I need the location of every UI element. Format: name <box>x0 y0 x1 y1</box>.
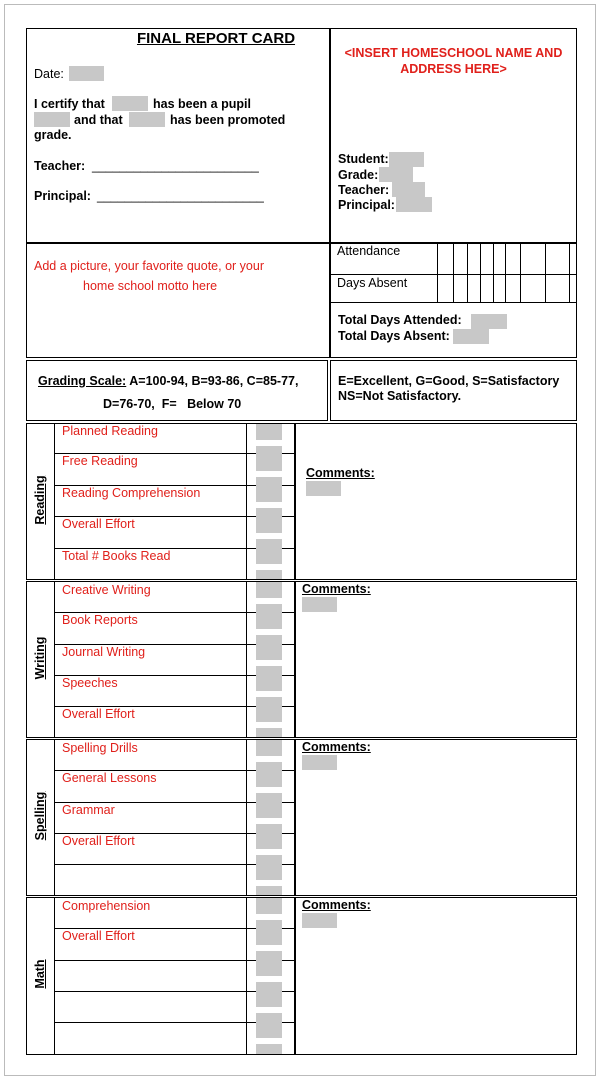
attendance-grid-col <box>545 243 546 302</box>
spelling-item-3: Grammar <box>62 803 115 817</box>
writing-comments-field[interactable] <box>302 597 337 612</box>
spelling-grade-divider <box>246 739 247 896</box>
student-field[interactable] <box>389 152 424 167</box>
attendance-grid-col <box>453 243 454 302</box>
page-title: FINAL REPORT CARD <box>136 30 296 47</box>
date-label: Date: <box>34 67 64 81</box>
school-placeholder-line-2: ADDRESS HERE> <box>400 62 507 76</box>
attendance-grid-col <box>467 243 468 302</box>
principal-signature-line[interactable]: ________________________ <box>97 189 264 203</box>
school-year-field[interactable] <box>34 112 70 127</box>
writing-grade-divider <box>246 581 247 738</box>
attendance-grid-col <box>480 243 481 302</box>
spelling-section <box>26 739 295 896</box>
total-absent-label: Total Days Absent: <box>338 329 450 343</box>
reading-grade-divider <box>246 423 247 580</box>
spelling-item-4: Overall Effort <box>62 834 135 848</box>
total-absent-field[interactable] <box>453 329 489 344</box>
writing-item-3: Journal Writing <box>62 645 146 659</box>
reading-comments-label: Comments: <box>306 466 375 480</box>
spelling-comments-label: Comments: <box>302 740 371 754</box>
attendance-divider-2 <box>330 302 577 303</box>
math-grade-divider <box>246 897 247 1055</box>
writing-section-label: Writing <box>33 636 47 680</box>
spelling-item-1: Spelling Drills <box>62 741 138 755</box>
writing-item-1: Creative Writing <box>62 583 151 597</box>
total-attended-label: Total Days Attended: <box>338 313 462 327</box>
reading-item-4: Overall Effort <box>62 517 135 531</box>
teacher-label: Teacher: <box>338 183 390 197</box>
writing-item-4: Speeches <box>62 676 118 690</box>
attendance-grid-col <box>437 243 438 302</box>
grade-field[interactable] <box>379 167 413 182</box>
math-comments-field[interactable] <box>302 913 337 928</box>
math-item-2: Overall Effort <box>62 929 135 943</box>
attendance-grid-col <box>505 243 506 302</box>
reading-item-3: Reading Comprehension <box>62 486 201 500</box>
certify-text-1: I certify that <box>34 97 105 111</box>
writing-grade-field[interactable] <box>256 582 282 737</box>
grade-legend-line-2: NS=Not Satisfactory. <box>338 389 462 403</box>
days-absent-label: Days Absent <box>337 276 408 290</box>
school-placeholder-line-1: <INSERT HOMESCHOOL NAME AND <box>344 46 563 60</box>
certify-text-4: has been promoted <box>170 113 286 127</box>
certificate-box <box>26 28 330 243</box>
principal-label: Principal: <box>338 198 395 212</box>
reading-item-1: Planned Reading <box>62 424 158 438</box>
date-field[interactable] <box>69 66 104 81</box>
spelling-comments-box <box>295 739 577 896</box>
reading-comments-field[interactable] <box>306 481 341 496</box>
math-label-divider <box>54 897 55 1055</box>
promoted-grade-field[interactable] <box>129 112 165 127</box>
writing-comments-box <box>295 581 577 738</box>
writing-label-divider <box>54 581 55 738</box>
certify-text-5: grade. <box>34 128 72 142</box>
attendance-label: Attendance <box>337 244 401 258</box>
spelling-comments-field[interactable] <box>302 755 337 770</box>
certify-text-3: and that <box>74 113 123 127</box>
math-comments-label: Comments: <box>302 898 371 912</box>
grading-scale-box <box>26 360 328 421</box>
grading-scale-label: Grading Scale: <box>38 374 127 388</box>
grade-label: Grade: <box>338 168 379 182</box>
reading-grade-field[interactable] <box>256 424 282 579</box>
grading-scale-values-1: A=100-94, B=93-86, C=85-77, <box>126 374 299 388</box>
attendance-grid-col <box>520 243 521 302</box>
spelling-grade-field[interactable] <box>256 740 282 895</box>
pupil-name-field[interactable] <box>112 96 148 111</box>
writing-item-2: Book Reports <box>62 613 138 627</box>
math-grade-field[interactable] <box>256 898 282 1054</box>
math-comments-box <box>295 897 577 1055</box>
spelling-item-2: General Lessons <box>62 771 157 785</box>
spelling-section-label: Spelling <box>33 791 47 841</box>
grading-scale-line-1 <box>38 374 298 388</box>
grade-legend-line-1: E=Excellent, G=Good, S=Satisfactory <box>338 374 560 388</box>
teacher-signature-line[interactable]: ________________________ <box>92 159 259 173</box>
reading-item-5: Total # Books Read <box>62 549 171 563</box>
reading-section-label: Reading <box>33 475 47 525</box>
motto-line-1: Add a picture, your favorite quote, or your <box>34 259 264 273</box>
reading-item-2: Free Reading <box>62 454 138 468</box>
math-item-1: Comprehension <box>62 899 151 913</box>
teacher-signature-label: Teacher: <box>34 159 86 173</box>
attendance-grid-col <box>493 243 494 302</box>
reading-comments-box <box>295 423 577 580</box>
certify-text-2: has been a pupil <box>153 97 251 111</box>
motto-line-2: home school motto here <box>83 279 218 293</box>
grading-scale-line-2: D=76-70, F= Below 70 <box>103 397 242 411</box>
principal-field[interactable] <box>396 197 432 212</box>
writing-comments-label: Comments: <box>302 582 371 596</box>
student-label: Student: <box>338 152 389 166</box>
math-section-label: Math <box>33 959 47 989</box>
teacher-field[interactable] <box>392 182 425 197</box>
spelling-label-divider <box>54 739 55 896</box>
total-attended-field[interactable] <box>471 314 507 329</box>
reading-label-divider <box>54 423 55 580</box>
math-section <box>26 897 295 1055</box>
writing-item-5: Overall Effort <box>62 707 135 721</box>
principal-signature-label: Principal: <box>34 189 91 203</box>
attendance-grid-col <box>569 243 570 302</box>
